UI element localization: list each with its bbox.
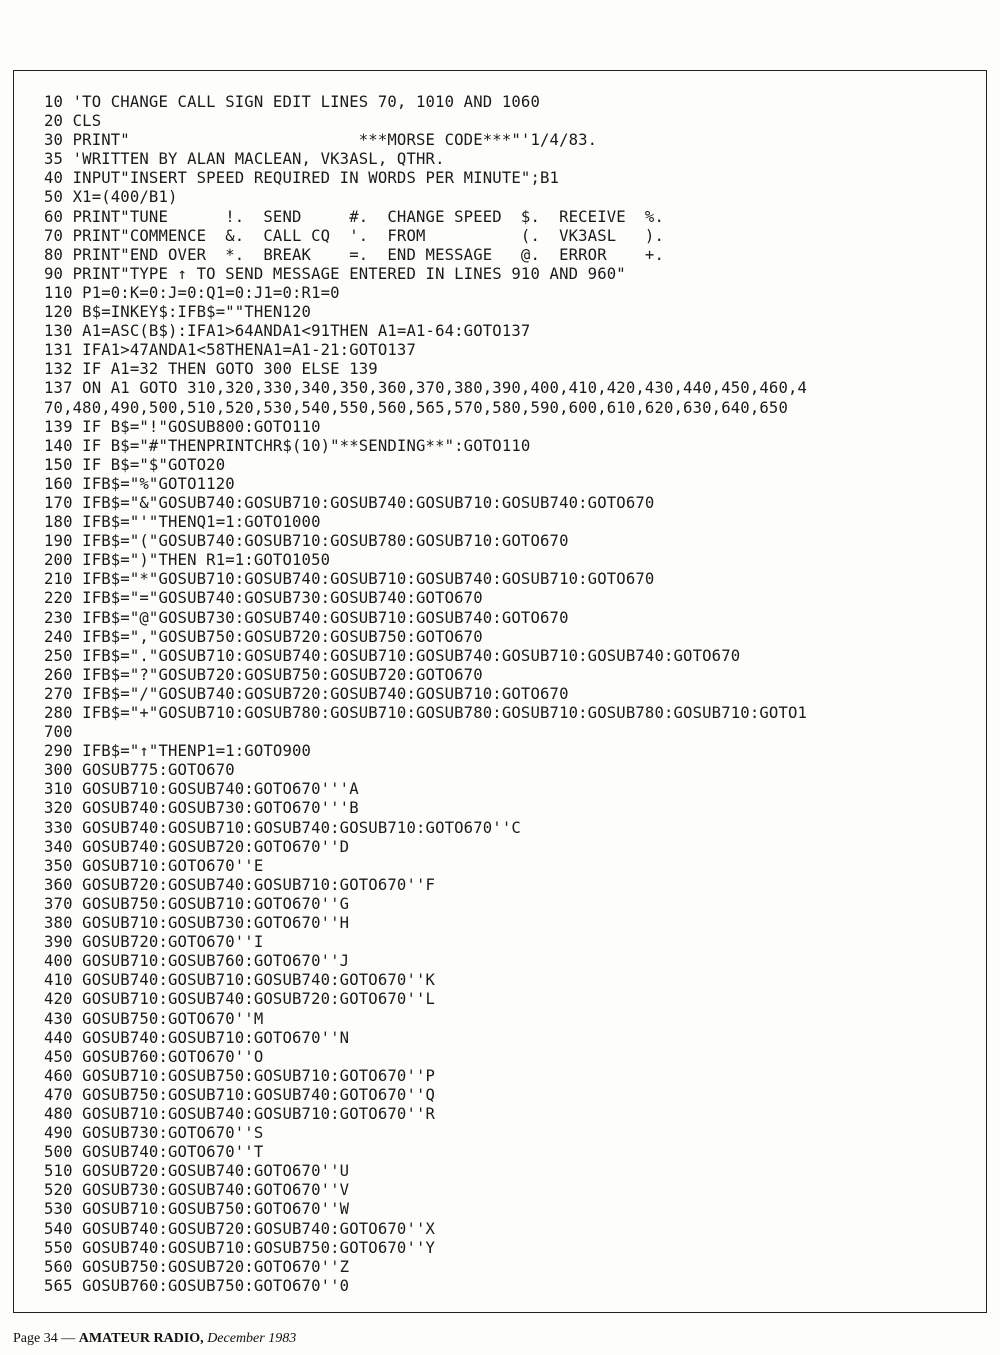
code-line: 130 A1=ASC(B$):IFA1>64ANDA1<91THEN A1=A1-64:GOTO137 — [44, 322, 531, 341]
code-line: 420 GOSUB710:GOSUB740:GOSUB720:GOTO670''L — [44, 990, 436, 1009]
code-line: 50 X1=(400/B1) — [44, 188, 178, 207]
code-line: 250 IFB$="."GOSUB710:GOSUB740:GOSUB710:GOSUB740:GOSUB710:GOSUB740:GOTO670 — [44, 646, 741, 665]
code-line: 540 GOSUB740:GOSUB720:GOSUB740:GOTO670''X — [44, 1219, 436, 1238]
code-line: 390 GOSUB720:GOTO670''I — [44, 933, 264, 952]
code-line: 240 IFB$=","GOSUB750:GOSUB720:GOSUB750:GOTO670 — [44, 627, 483, 646]
code-line: 560 GOSUB750:GOSUB720:GOTO670''Z — [44, 1257, 350, 1276]
program-listing-box — [13, 70, 987, 1313]
code-line: 280 IFB$="+"GOSUB710:GOSUB780:GOSUB710:GOSUB780:GOSUB710:GOSUB780:GOSUB710:GOTO1 — [44, 704, 808, 722]
issue-date: December 1983 — [203, 1331, 297, 1346]
code-line: 400 GOSUB710:GOSUB760:GOTO670''J — [44, 952, 350, 971]
code-line: 490 GOSUB730:GOTO670''S — [44, 1124, 264, 1143]
code-line: 565 GOSUB760:GOSUB750:GOTO670''0 — [44, 1276, 350, 1295]
code-line: 170 IFB$="&"GOSUB740:GOSUB710:GOSUB740:GOSUB710:GOSUB740:GOTO670 — [44, 493, 655, 512]
code-line: 440 GOSUB740:GOSUB710:GOTO670''N — [44, 1028, 350, 1047]
code-line: 140 IF B$="#"THENPRINTCHR$(10)"**SENDING**":GOTO110 — [44, 436, 531, 455]
code-line: 330 GOSUB740:GOSUB710:GOSUB740:GOSUB710:GOTO670''C — [44, 818, 521, 837]
code-line: 270 IFB$="/"GOSUB740:GOSUB720:GOSUB740:GOSUB710:GOTO670 — [44, 684, 569, 703]
code-line: 290 IFB$="↑"THENP1=1:GOTO900 — [44, 742, 312, 761]
code-line: 70 PRINT"COMMENCE &. CALL CQ '. FROM (. VK3ASL ). — [44, 226, 664, 245]
code-line: 137 ON A1 GOTO 310,320,330,340,350,360,370,380,390,400,410,420,430,440,450,460,4 — [44, 379, 808, 398]
code-line: 132 IF A1=32 THEN GOTO 300 ELSE 139 — [44, 360, 378, 379]
code-line: 530 GOSUB710:GOSUB750:GOTO670''W — [44, 1200, 350, 1219]
code-line: 360 GOSUB720:GOSUB740:GOSUB710:GOTO670''F — [44, 875, 436, 894]
code-line: 350 GOSUB710:GOTO670''E — [44, 856, 264, 875]
code-line: 500 GOSUB740:GOTO670''T — [44, 1143, 264, 1162]
code-line: 150 IF B$="$"GOTO20 — [44, 455, 226, 474]
code-line: 340 GOSUB740:GOSUB720:GOTO670''D — [44, 837, 350, 856]
code-line: 35 'WRITTEN BY ALAN MACLEAN, VK3ASL, QTHR. — [44, 150, 445, 169]
code-line: 120 B$=INKEY$:IFB$=""THEN120 — [44, 303, 312, 322]
code-line: 110 P1=0:K=0:J=0:Q1=0:J1=0:R1=0 — [44, 283, 340, 302]
code-line: 60 PRINT"TUNE !. SEND #. CHANGE SPEED $. RECEIVE %. — [44, 207, 664, 226]
code-line: 470 GOSUB750:GOSUB710:GOSUB740:GOTO670''Q — [44, 1085, 436, 1104]
code-line: 230 IFB$="@"GOSUB730:GOSUB740:GOSUB710:GOSUB740:GOTO670 — [44, 608, 569, 627]
code-line: 90 PRINT"TYPE ↑ TO SEND MESSAGE ENTERED IN LINES 910 AND 960" — [44, 264, 626, 283]
code-line: 370 GOSUB750:GOSUB710:GOTO670''G — [44, 894, 350, 913]
code-line: 70,480,490,500,510,520,530,540,550,560,565,570,580,590,600,610,620,630,640,650 — [44, 398, 788, 417]
code-line: 210 IFB$="*"GOSUB710:GOSUB740:GOSUB710:GOSUB740:GOSUB710:GOTO670 — [44, 570, 655, 589]
code-line: 550 GOSUB740:GOSUB710:GOSUB750:GOTO670''Y — [44, 1238, 436, 1257]
code-line: 700 — [44, 723, 73, 742]
page-number: Page 34 — — [13, 1331, 79, 1346]
code-line: 40 INPUT"INSERT SPEED REQUIRED IN WORDS PER MINUTE";B1 — [44, 169, 560, 188]
code-line: 180 IFB$="'"THENQ1=1:GOTO1000 — [44, 513, 321, 532]
basic-program-listing — [44, 93, 807, 1296]
code-line: 80 PRINT"END OVER *. BREAK =. END MESSAGE @. ERROR +. — [44, 245, 664, 264]
code-line: 260 IFB$="?"GOSUB720:GOSUB750:GOSUB720:GOTO670 — [44, 665, 483, 684]
code-line: 190 IFB$="("GOSUB740:GOSUB710:GOSUB780:GOSUB710:GOTO670 — [44, 532, 569, 551]
code-line: 220 IFB$="="GOSUB740:GOSUB730:GOSUB740:GOTO670 — [44, 589, 483, 608]
code-line: 160 IFB$="%"GOTO1120 — [44, 474, 235, 493]
code-line: 430 GOSUB750:GOTO670''M — [44, 1009, 264, 1028]
code-line: 20 CLS — [44, 112, 102, 131]
code-line: 520 GOSUB730:GOSUB740:GOTO670''V — [44, 1181, 350, 1200]
code-line: 131 IFA1>47ANDA1<58THENA1=A1-21:GOTO137 — [44, 341, 416, 360]
code-line: 510 GOSUB720:GOSUB740:GOTO670''U — [44, 1162, 350, 1181]
code-line: 139 IF B$="!"GOSUB800:GOTO110 — [44, 417, 321, 436]
code-line: 10 'TO CHANGE CALL SIGN EDIT LINES 70, 1010 AND 1060 — [44, 93, 540, 111]
code-line: 460 GOSUB710:GOSUB750:GOSUB710:GOTO670''P — [44, 1066, 436, 1085]
code-line: 410 GOSUB740:GOSUB710:GOSUB740:GOTO670''K — [44, 971, 436, 990]
code-line: 200 IFB$=")"THEN R1=1:GOTO1050 — [44, 551, 331, 570]
code-line: 310 GOSUB710:GOSUB740:GOTO670'''A — [44, 780, 359, 799]
code-line: 450 GOSUB760:GOTO670''O — [44, 1047, 264, 1066]
publication-name: AMATEUR RADIO, — [78, 1331, 204, 1346]
code-line: 320 GOSUB740:GOSUB730:GOTO670'''B — [44, 799, 359, 818]
code-line: 300 GOSUB775:GOTO670 — [44, 761, 235, 780]
code-line: 380 GOSUB710:GOSUB730:GOTO670''H — [44, 914, 350, 933]
page-footer — [13, 1331, 296, 1347]
code-line: 30 PRINT" ***MORSE CODE***"'1/4/83. — [44, 131, 598, 150]
code-line: 480 GOSUB710:GOSUB740:GOSUB710:GOTO670''R — [44, 1104, 436, 1123]
